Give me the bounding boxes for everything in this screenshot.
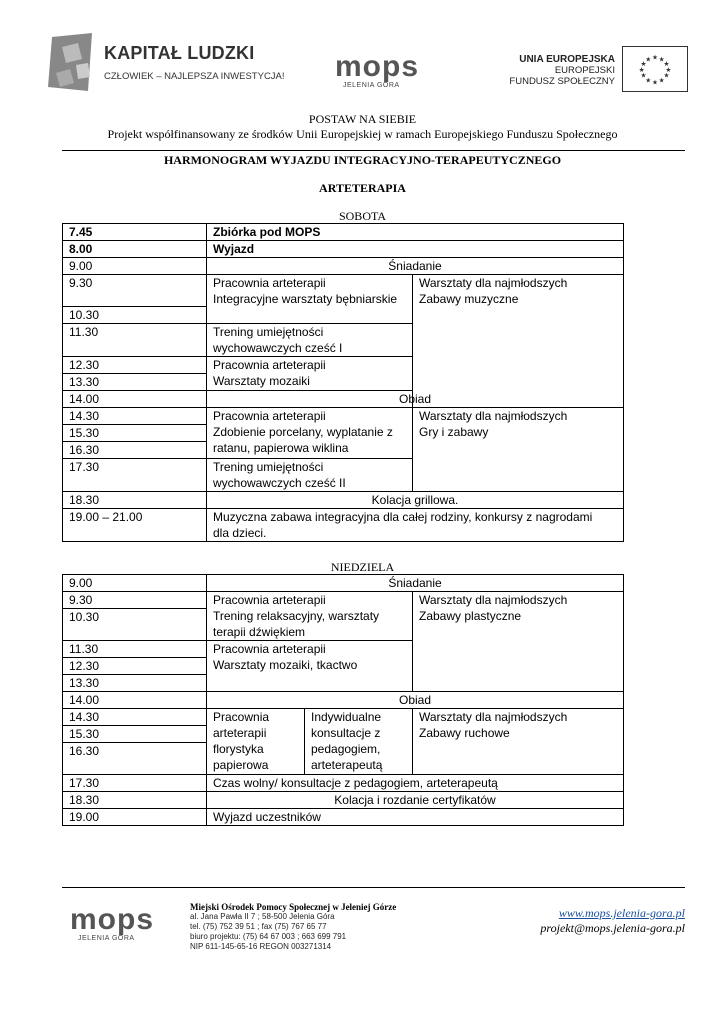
footer-nip-regon: NIP 611-145-65-16 REGON 003271314 (190, 942, 332, 951)
activity-line: Warsztaty dla najmłodszych (419, 593, 568, 607)
svg-text:★: ★ (658, 76, 665, 85)
document-title: HARMONOGRAM WYJAZDU INTEGRACYJNO-TERAPEUTYCZNEGO (163, 153, 562, 167)
time-cell: 18.30 (63, 792, 207, 809)
time-cell: 14.00 (63, 692, 207, 709)
table-row (63, 258, 624, 275)
time-cell: 11.30 (63, 324, 207, 357)
activity-line: Warsztaty mozaiki (213, 374, 310, 388)
time-cell: 17.30 (63, 775, 207, 792)
project-name: POSTAW NA SIEBIE (308, 112, 417, 126)
table-row (63, 391, 624, 408)
table-row (63, 775, 624, 792)
table-row (63, 592, 624, 609)
activity-cell (207, 275, 413, 324)
activity-line: Zabawy plastyczne (419, 609, 522, 623)
kids-activity-cell (413, 592, 624, 692)
consultation-cell (305, 709, 413, 775)
kids-activity-cell (413, 709, 624, 775)
activity-cell: Wyjazd uczestników (207, 809, 624, 826)
time-cell: 16.30 (63, 442, 207, 459)
footer-contact-info (190, 902, 396, 952)
svg-text:★: ★ (665, 65, 672, 74)
activity-line: arteterapii (213, 726, 267, 740)
activity-line: Pracownia arteterapii (213, 593, 326, 607)
activity-cell (207, 641, 413, 692)
svg-text:★: ★ (645, 76, 652, 85)
svg-text:★: ★ (652, 53, 658, 62)
activity-cell: Wyjazd (207, 241, 624, 258)
activity-cell (207, 509, 624, 542)
activity-cell: Kolacja grillowa. (207, 492, 624, 509)
time-cell: 18.30 (63, 492, 207, 509)
time-cell: 9.00 (63, 258, 207, 275)
activity-line: dla dzieci. (213, 526, 267, 540)
activity-cell (207, 592, 413, 641)
website-link[interactable]: www.mops.jelenia-gora.pl (558, 906, 685, 920)
footer-project-office: biuro projektu: (75) 64 67 003 ; 663 699 791 (190, 932, 347, 941)
eu-line-3: FUNDUSZ SPOŁECZNY (509, 76, 615, 87)
table-row (63, 709, 624, 726)
table-row (63, 792, 624, 809)
activity-line: florystyka (213, 742, 264, 756)
time-cell: 15.30 (63, 726, 207, 743)
time-cell: 13.30 (63, 374, 207, 391)
activity-line: Pracownia (213, 710, 270, 724)
activity-line: Zdobienie porcelany, wyplatanie z (213, 425, 393, 439)
activity-line: pedagogiem, (311, 742, 381, 756)
table-row (63, 408, 624, 425)
time-cell: 13.30 (63, 675, 207, 692)
kapital-ludzki-logo (48, 33, 285, 93)
mops-logo-city: JELENIA GÓRA (343, 82, 400, 89)
time-cell: 10.30 (63, 307, 207, 324)
activity-line: Muzyczna zabawa integracyjna dla całej rodziny, konkursy z nagrodami (213, 510, 593, 524)
table-row (63, 692, 624, 709)
footer-mops-logo (70, 905, 170, 950)
table-row (63, 224, 624, 241)
time-cell: 14.00 (63, 391, 207, 408)
activity-cell: Czas wolny/ konsultacje z pedagogiem, arteterapeutą (207, 775, 624, 792)
activity-line: Trening umiejętności (213, 325, 324, 339)
activity-line: papierowa (213, 758, 269, 772)
footer-divider (62, 887, 685, 888)
table-row (63, 509, 624, 542)
time-cell: 8.00 (63, 241, 207, 258)
activity-line: Indywidualne (311, 710, 382, 724)
activity-line: Trening relaksacyjny, warsztaty (213, 609, 380, 623)
time-cell: 16.30 (63, 743, 207, 775)
activity-line: Pracownia arteterapii (213, 276, 326, 290)
eu-line-2: EUROPEJSKI (554, 65, 615, 76)
kapital-ludzki-flag-icon (48, 33, 96, 93)
saturday-heading: SOBOTA (338, 209, 387, 223)
footer-org-name: Miejski Ośrodek Pomocy Społecznej w Jeleniej Górze (190, 902, 397, 912)
eu-text (505, 54, 615, 87)
activity-line: ratanu, papierowa wiklina (213, 441, 349, 455)
time-cell: 14.30 (63, 408, 207, 425)
table-row (63, 809, 624, 826)
time-cell: 9.30 (63, 592, 207, 609)
eu-flag-icon (622, 46, 688, 92)
activity-line: terapii dźwiękiem (213, 625, 306, 639)
activity-cell: Kolacja i rozdanie certyfikatów (207, 792, 624, 809)
activity-cell (207, 709, 305, 775)
document-subtitle: ARTETERAPIA (319, 181, 406, 195)
activity-line: Gry i zabawy (419, 425, 489, 439)
sunday-schedule-table (62, 574, 624, 826)
time-cell: 9.30 (63, 275, 207, 307)
time-cell: 12.30 (63, 357, 207, 374)
svg-text:★: ★ (640, 60, 647, 69)
footer-address: al. Jana Pawła II 7 ; 58-500 Jelenia Góra (190, 912, 335, 921)
activity-line: Zabawy muzyczne (419, 292, 519, 306)
activity-cell (207, 459, 413, 492)
mops-logo-word: mops (335, 50, 420, 83)
time-cell: 11.30 (63, 641, 207, 658)
sunday-heading: NIEDZIELA (330, 560, 395, 574)
time-cell: 19.00 (63, 809, 207, 826)
svg-text:★: ★ (645, 55, 652, 64)
kids-activity-cell (413, 275, 624, 408)
svg-text:★: ★ (638, 65, 645, 74)
footer-web (480, 906, 685, 936)
kapital-ludzki-title: KAPITAŁ LUDZKI (104, 43, 255, 63)
mops-logo-city: JELENIA GÓRA (78, 935, 135, 942)
activity-cell (207, 408, 413, 459)
activity-line: Pracownia arteterapii (213, 358, 326, 372)
footer-phone: tel. (75) 752 39 51 ; fax (75) 767 65 77 (190, 922, 327, 931)
activity-cell (207, 357, 413, 391)
activity-line: konsultacje z (311, 726, 381, 740)
email-link[interactable]: projekt@mops.jelenia-gora.pl (540, 921, 685, 935)
mops-logo-word: mops (70, 903, 155, 936)
activity-line: Zabawy ruchowe (419, 726, 510, 740)
activity-line: Trening umiejętności (213, 460, 324, 474)
svg-text:★: ★ (640, 71, 647, 80)
activity-cell: Zbiórka pod MOPS (207, 224, 624, 241)
activity-line: arteterapeutą (311, 758, 383, 772)
table-row (63, 241, 624, 258)
time-cell: 17.30 (63, 459, 207, 492)
activity-cell: Obiad (207, 692, 624, 709)
table-row (63, 492, 624, 509)
svg-text:★: ★ (652, 78, 658, 87)
time-cell: 9.00 (63, 575, 207, 592)
activity-line: Warsztaty mozaiki, tkactwo (213, 658, 358, 672)
time-cell: 10.30 (63, 609, 207, 641)
time-cell: 14.30 (63, 709, 207, 726)
activity-line: Warsztaty dla najmłodszych (419, 409, 568, 423)
activity-line: Warsztaty dla najmłodszych (419, 276, 568, 290)
eu-line-1: UNIA EUROPEJSKA (519, 54, 615, 65)
table-row (63, 575, 624, 592)
activity-cell: Obiad (207, 391, 624, 408)
table-row (63, 275, 624, 307)
activity-cell: Śniadanie (207, 258, 624, 275)
saturday-schedule-table (62, 223, 624, 542)
project-line: Projekt współfinansowany ze środków Unii Europejskiej w ramach Europejskiego Funduszu Społecznego (107, 127, 618, 141)
activity-line: wychowawczych cześć II (213, 476, 346, 490)
activity-line: Pracownia arteterapii (213, 409, 326, 423)
activity-cell: Śniadanie (207, 575, 624, 592)
svg-text:★: ★ (663, 71, 670, 80)
time-cell: 7.45 (63, 224, 207, 241)
activity-line: Integracyjne warsztaty bębniarskie (213, 292, 398, 306)
activity-line: Warsztaty dla najmłodszych (419, 710, 568, 724)
svg-text:★: ★ (663, 60, 670, 69)
time-cell: 12.30 (63, 658, 207, 675)
time-cell: 19.00 – 21.00 (63, 509, 207, 542)
activity-line: Pracownia arteterapii (213, 642, 326, 656)
kids-activity-cell (413, 408, 624, 492)
activity-line: wychowawczych cześć I (213, 341, 343, 355)
time-cell: 15.30 (63, 425, 207, 442)
mops-logo (335, 52, 435, 97)
activity-cell (207, 324, 413, 357)
kapital-ludzki-subtitle: CZŁOWIEK – NAJLEPSZA INWESTYCJA! (104, 71, 285, 82)
svg-text:★: ★ (658, 55, 665, 64)
header-divider (62, 150, 685, 151)
